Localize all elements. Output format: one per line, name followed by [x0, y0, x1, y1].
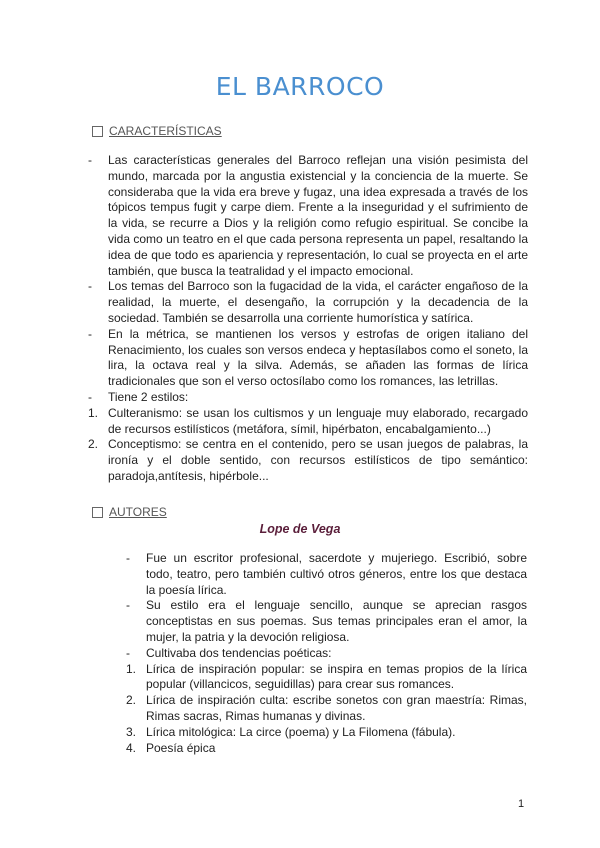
caracteristicas-list [88, 153, 528, 485]
checkbox-icon[interactable] [92, 126, 103, 137]
list-marker: - [126, 551, 130, 565]
list-marker: - [126, 645, 130, 660]
section-heading-autores [92, 505, 167, 519]
page-number: 1 [518, 798, 525, 810]
author-name: Lope de Vega [259, 522, 341, 536]
list-marker: 4. [126, 740, 137, 755]
list-marker: 2. [126, 693, 137, 708]
page-title: EL BARROCO [215, 72, 385, 101]
section-heading-label: AUTORES [109, 505, 167, 519]
list-item-text: Lírica de inspiración popular: se inspira en temas propios de la lírica popular (villancicos, seguidillas) para crear sus romances. [146, 661, 527, 692]
list-item [88, 326, 528, 390]
list-item [126, 598, 527, 645]
section-heading-label: CARACTERÍSTICAS [109, 124, 222, 138]
list-item-text: Culteranismo: se usan los cultismos y un lenguaje muy elaborado, recargado de recursos estilísticos (metáfora, símil, hipérbaton, encabalgamiento...) [108, 405, 528, 436]
list-item-text: Tiene 2 estilos: [108, 389, 189, 404]
list-item [126, 661, 527, 694]
section-heading-caracteristicas [92, 124, 222, 138]
list-item [126, 551, 527, 598]
list-marker: - [88, 279, 92, 294]
list-marker: - [88, 326, 92, 341]
list-item-text: Lírica de inspiración culta: escribe sonetos con gran maestría: Rimas, Rimas sacras, Rimas humanas y divinas. [146, 693, 527, 723]
list-item [88, 153, 528, 279]
list-item-text: En la métrica, se mantienen los versos y estrofas de origen italiano del Renacimiento, los cuales son versos endeca y heptasílabos como el soneto, la lira, la octava real y la silva. Además, se añaden las formas de lírica tradicionales que son el verso octosílabo como los romances, las letrillas. [108, 326, 528, 389]
list-marker: 1. [88, 405, 99, 420]
list-item [88, 405, 528, 438]
list-item [88, 389, 528, 406]
list-item-text: Cultivaba dos tendencias poéticas: [146, 645, 332, 660]
checkbox-icon[interactable] [92, 507, 103, 518]
list-item-text: Lírica mitológica: La circe (poema) y La Filomena (fábula). [146, 724, 456, 739]
list-item [126, 645, 527, 662]
list-item-text: Conceptismo: se centra en el contenido, pero se usan juegos de palabras, la ironía y el doble sentido, con recursos estilísticos de tipo semántico: paradoja,antítesis, hipérbole... [108, 437, 528, 483]
list-marker: 3. [126, 724, 137, 739]
list-item [126, 693, 527, 725]
autores-list [126, 551, 527, 756]
list-marker: - [126, 598, 130, 613]
list-item-text: Poesía épica [146, 740, 216, 755]
list-item [88, 437, 528, 484]
list-marker: - [88, 153, 92, 167]
list-item-text: Su estilo era el lenguaje sencillo, aunque se aprecian rasgos conceptistas en sus poemas. Sus temas principales eran el amor, la mujer, la patria y la devoción religiosa. [146, 598, 527, 644]
list-item [88, 279, 528, 326]
list-marker: 2. [88, 437, 99, 452]
list-item [126, 740, 527, 757]
list-marker: - [88, 389, 92, 404]
list-item [126, 724, 527, 741]
list-item-text: Fue un escritor profesional, sacerdote y mujeriego. Escribió, sobre todo, teatro, pero también cultivó otros géneros, entre los que destaca la poesía lírica. [146, 551, 527, 597]
list-marker: 1. [126, 661, 137, 676]
list-item-text: Los temas del Barroco son la fugacidad de la vida, el carácter engañoso de la realidad, la muerte, el desengaño, la corrupción y la decadencia de la sociedad. También se desarrolla una corriente humorística y satírica. [108, 279, 528, 325]
list-item-text: Las características generales del Barroco reflejan una visión pesimista del mundo, marcada por la angustia existencial y la conciencia de la muerte. Se consideraba que la vida era breve y fugaz, una idea expresada a través de los tópicos tempus fugit y carpe diem. Frente a la inseguridad y el sufrimiento de la vida, se recurre a Dios y la religión como refugio espiritual. Se concibe la vida como un teatro en el que cada persona representa un papel, resaltando la idea de que todo es apariencia y representación, lo cual se proyecta en el arte también, que busca la teatralidad y el impacto emocional. [108, 153, 528, 278]
